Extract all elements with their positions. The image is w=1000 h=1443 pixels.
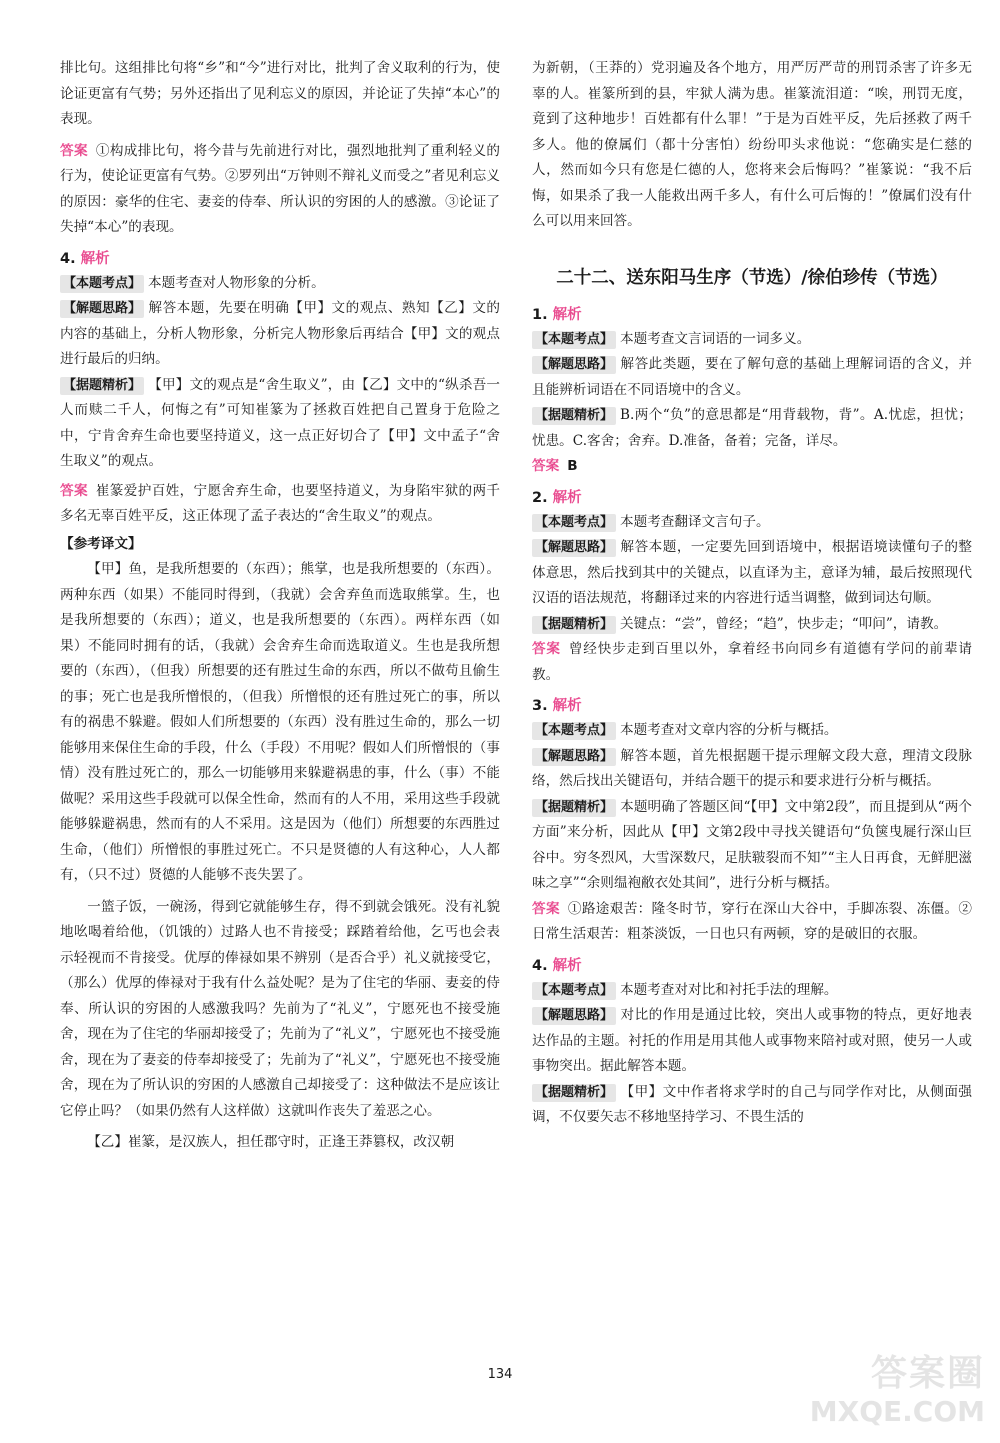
intro-paragraph: 排比句。这组排比句将“乡”和“今”进行对比，批判了舍义取利的行为，使论证更富有气势；另外还指出了见利忘义的原因，并论证了失掉“本心”的表现。 [60,60,500,127]
q2-point: 【本题考点】 本题考查翻译文言句子。 [532,510,972,536]
q1-point: 【本题考点】 本题考查文言词语的一词多义。 [532,327,972,353]
section-title: 二十二、送东阳马生序（节选）/徐伯珍传（节选） [556,267,948,288]
q3-think: 【解题思路】 解答本题，首先根据题干提示理解文段大意，理清文段脉络，然后找出关键语句，并结合题干的提示和要求进行分析与概括。 [532,747,972,789]
q3-answer-text: ①构成排比句，将今昔与先前进行对比，强烈地批判了重利轻义的行为，使论证更富有气势。②罗列出“万钟则不辩礼义而受之”者见利忘义的原因：豪华的住宅、妻妾的侍奉、所认识的穷困的人的感激。③论证了失掉“本心”的表现。 [60,142,501,235]
q3-basis: 【据题精析】 本题明确了答题区间“【甲】文中第2段”，而且提到从“两个方面”来分析，因此从【甲】文第2段中寻找关键语句“负箧曳屣行深山巨谷中。穷冬烈风，大雪深数尺，足肤皲裂而不知”“主人日再食，无鲜肥滋味之享”“余则缊袍敝衣处其间”，进行分析与概括。 [532,798,972,891]
reference-paragraph-3: 【乙】崔篆，是汉族人，担任郡守时，正逢王莽篡权，改汉朝 [87,1134,455,1150]
watermark-top-text: 答案圈 [870,1353,985,1394]
q2-answer: 答案 曾经快步走到百里以外，拿着经书向同乡有道德有学问的前辈请教。 [532,641,973,683]
question-3-heading: 3. 解析 [532,698,582,714]
q3-answer [60,139,500,241]
question-2-heading: 2. 解析 [532,489,582,506]
q1-answer: 答案 B [532,458,578,474]
q3-answer-right: 答案 ①路途艰苦：隆冬时节，穿行在深山大谷中，手脚冻裂、冻僵。②日常生活艰苦：粗茶淡饭，一日也只有两顿，穿的是破旧的衣服。 [532,900,973,942]
q3-point: 【本题考点】 本题考查对文章内容的分析与概括。 [532,718,972,744]
reference-paragraph-1: 【甲】鱼，是我所想要的（东西）；熊掌，也是我所想要的（东西）。两种东西（如果）不能同时得到，（我就）会舍弃鱼而选取熊掌。生，也是我所想要的（东西）；道义，也是我所想要的（东西）。两样东西（如果）不能同时拥有的话，（我就）会舍弃生命而选取道义。生也是我所想要的（东西），（但我）所想要的还有胜过生命的东西，所以不做苟且偷生的事；死亡也是我所憎恨的，（但我）所憎恨的还有胜过死亡的事，所以有的祸患不躲避。假如人们所想要的（东西）没有胜过生命的，那么一切能够用来保住生命的手段，什么（手段）不用呢？假如人们所憎恨的（事情）没有胜过死亡的，那么一切能够用来躲避祸患的事，什么（事）不能做呢？采用这些手段就可以保全性命，然而有的人不用，采用这些手段就能够躲避祸患，然而有的人不采用。这是因为（他们）所想要的东西胜过生命，（他们）所憎恨的事胜过死亡。不只是贤德的人有这种心，人人都有，（只不过）贤德的人能够不丧失罢了。 [60,561,500,883]
reference-paragraph-2: 一篮子饭，一碗汤，得到它就能够生存，得不到就会饿死。没有礼貌地吆喝着给他，（饥饿的）过路人也不肯接受；踩踏着给他，乞丐也会表示轻视而不肯接受。优厚的俸禄如果不辨别（是否合乎）礼义就接受它，（那么）优厚的俸禄对于我有什么益处呢？是为了住宅的华丽、妻妾的侍奉、所认识的穷困的人感激我吗？先前为了“礼义”，宁愿死也不接受施舍，现在为了住宅的华丽却接受了；先前为了“礼义”，宁愿死也不接受施舍，现在为了妻妾的侍奉却接受了；先前为了“礼义”，宁愿死也不接受施舍，现在为了所认识的穷困的人感激自己却接受了：这种做法不是应该让它停止吗？（如果仍然有人这样做）这就叫作丧失了羞恶之心。 [60,898,500,1119]
q2-think: 【解题思路】 解答本题，一定要先回到语境中，根据语境读懂句子的整体意思，然后找到其中的关键点，以直译为主，意译为辅，最后按照现代汉语的语法规范，将翻译过来的内容进行适当调整，做到词达句顺。 [532,539,972,606]
q4-think: 【解题思路】 解答本题，先要在明确【甲】文的观点、熟知【乙】文的内容的基础上，分析人物形象，分析完人物形象后再结合【甲】文的观点进行最后的归纳。 [60,300,500,367]
q4r-point: 【本题考点】 本题考查对对比和衬托手法的理解。 [532,978,972,1004]
reference-translation-heading: 【参考译文】 [60,535,142,552]
left-column [60,56,500,1156]
question-1-heading: 1. 解析 [532,306,582,323]
question-4-heading: 4. 解析 [60,250,110,267]
watermark-logo [780,1352,985,1430]
q4-basis: 【据题精析】 【甲】文的观点是“舍生取义”，由【乙】文中的“纵杀吾一人而赎二千人，何悔之有”可知崔篆为了拯救百姓把自己置身于危险之中，宁肯舍弃生命也要坚持道义，这一点正好切合了【甲】文中孟子“舍生取义”的观点。 [60,376,500,469]
right-column [532,56,972,1131]
page-number: 134 [487,1367,513,1382]
watermark-bottom-text: MXQE.COM [809,1395,985,1428]
q4r-basis: 【据题精析】 【甲】文中作者将求学时的自己与同学作对比，从侧面强调，不仅要矢志不移地坚持学习、不畏生活的 [532,1083,972,1125]
q1-think: 【解题思路】 解答此类题，要在了解句意的基础上理解词语的含义，并且能辨析词语在不同语境中的含义。 [532,356,972,398]
q4r-think: 【解题思路】 对比的作用是通过比较，突出人或事物的特点，更好地表达作品的主题。衬托的作用是用其他人或事物来陪衬或对照，使另一人或事物突出。据此解答本题。 [532,1007,972,1074]
answer-label: 答案 [60,142,88,159]
q2-basis: 【据题精析】 关键点：“尝”，曾经；“趋”，快步走；“叩问”，请教。 [532,612,972,638]
q4-point: 【本题考点】 本题考查对人物形象的分析。 [60,271,500,297]
q4-answer: 答案 崔篆爱护百姓，宁愿舍弃生命，也要坚持道义，为身陷牢狱的两千多名无辜百姓平反，这正体现了孟子表达的“舍生取义”的观点。 [60,482,501,524]
question-4-right-heading: 4. 解析 [532,957,582,974]
q1-basis: 【据题精析】 B.两个“负”的意思都是“用背载物，背”。A.忧虑，担忧；忧患。C.客舍；舍弃。D.准备，备着；完备，详尽。 [532,407,972,449]
translation-continuation: 为新朝，（王莽的）党羽遍及各个地方，用严厉严苛的刑罚杀害了许多无辜的人。崔篆所到的县，牢狱人满为患。崔篆流泪道：“唉，刑罚无度，竟到了这种地步！百姓都有什么罪！”于是为百姓平反，先后拯救了两千多人。他的僚属们（都十分害怕）纷纷叩头求他说：“您确实是仁慈的人，然而如今只有您是仁德的人，您将来会后悔吗？”崔篆说：“我不后悔，如果杀了我一人能救出两千多人，有什么可后悔的！”僚属们没有什么可以用来回答。 [532,60,972,229]
